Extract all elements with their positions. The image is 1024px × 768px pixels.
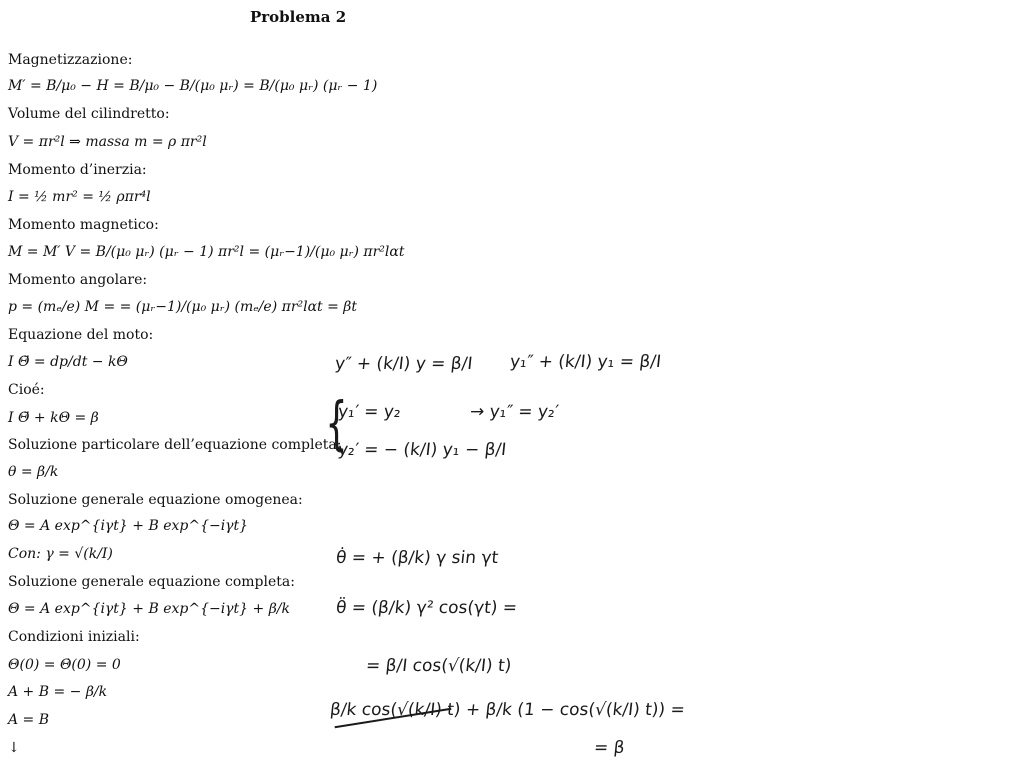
down-arrow-icon: ↓ [8, 740, 20, 756]
section-label-condizioni-iniziali: Condizioni iniziali: [8, 629, 140, 645]
handwritten-result-beta: = β [592, 738, 626, 758]
section-label-momento-magnetico: Momento magnetico: [8, 217, 159, 233]
section-label-momento-angolare: Momento angolare: [8, 272, 148, 288]
equation-soluzione-particolare: θ = β/k [8, 464, 59, 480]
section-label-volume: Volume del cilindretto: [8, 106, 170, 122]
equation-soluzione-completa: Θ = A exp^{iγt} + B exp^{−iγt} + β/k [8, 601, 291, 617]
equation-gamma: Con: γ = √(k/I) [8, 546, 113, 562]
equation-a-plus-b: A + B = − β/k [8, 684, 108, 700]
equation-volume: V = πr²l ⇒ massa m = ρ πr²l [8, 134, 207, 150]
handwritten-system-line2: y₂′ = − (k/I) y₁ − β/I [336, 440, 508, 460]
equation-momento-angolare: p = (mₑ/e) M = = (μᵣ−1)/(μ₀ μᵣ) (mₑ/e) πr²lαt = βt [8, 299, 358, 315]
section-label-momento-inerzia: Momento d’inerzia: [8, 162, 147, 178]
section-label-cioe: Cioé: [8, 382, 45, 398]
equation-cioe: I Θ̈ + kΘ = β [8, 410, 99, 426]
equation-momento-inerzia: I = ½ mr² = ½ ρπr⁴l [8, 189, 151, 205]
handwritten-equation-ode: y″ + (k/I) y = β/I [333, 354, 474, 374]
equation-condizioni-iniziali: Θ(0) = Θ̇(0) = 0 [8, 657, 121, 673]
section-label-equazione-moto: Equazione del moto: [8, 327, 154, 343]
handwritten-theta-dot: θ̇ = + (β/k) γ sin γt [334, 548, 500, 568]
equation-soluzione-omogenea: Θ = A exp^{iγt} + B exp^{−iγt} [8, 518, 249, 534]
handwritten-verification: β/k cos(√(k/I) t) + β/k (1 − cos(√(k/I) t)) = [328, 700, 686, 720]
section-label-soluzione-completa: Soluzione generale equazione completa: [8, 574, 295, 590]
page-title: Problema 2 [250, 8, 347, 26]
brace-icon: { [325, 389, 348, 457]
equation-moto: I Θ̈ = dp/dt − kΘ [8, 354, 128, 370]
handwritten-system-line1: y₁′ = y₂ [336, 402, 402, 422]
equation-momento-magnetico: M = M′ V = B/(μ₀ μᵣ) (μᵣ − 1) πr²l = (μᵣ−1)/(μ₀ μᵣ) πr²lαt [8, 244, 405, 260]
equation-a-equals-b: A = B [8, 712, 50, 728]
handwritten-equation-ode-y1: y₁″ + (k/I) y₁ = β/I [508, 352, 663, 372]
handwritten-theta-ddot: θ̈ = (β/k) γ² cos(γt) = [334, 598, 519, 618]
handwritten-theta-ddot-result: = β/I cos(√(k/I) t) [364, 656, 513, 676]
section-label-magnetizzazione: Magnetizzazione: [8, 52, 133, 68]
handwritten-system-derivative: → y₁″ = y₂′ [468, 402, 560, 422]
section-label-soluzione-omogenea: Soluzione generale equazione omogenea: [8, 492, 303, 508]
equation-magnetizzazione: M′ = B/μ₀ − H = B/μ₀ − B/(μ₀ μᵣ) = B/(μ₀ μᵣ) (μᵣ − 1) [8, 78, 378, 94]
section-label-soluzione-particolare: Soluzione particolare dell’equazione completa: [8, 437, 342, 453]
